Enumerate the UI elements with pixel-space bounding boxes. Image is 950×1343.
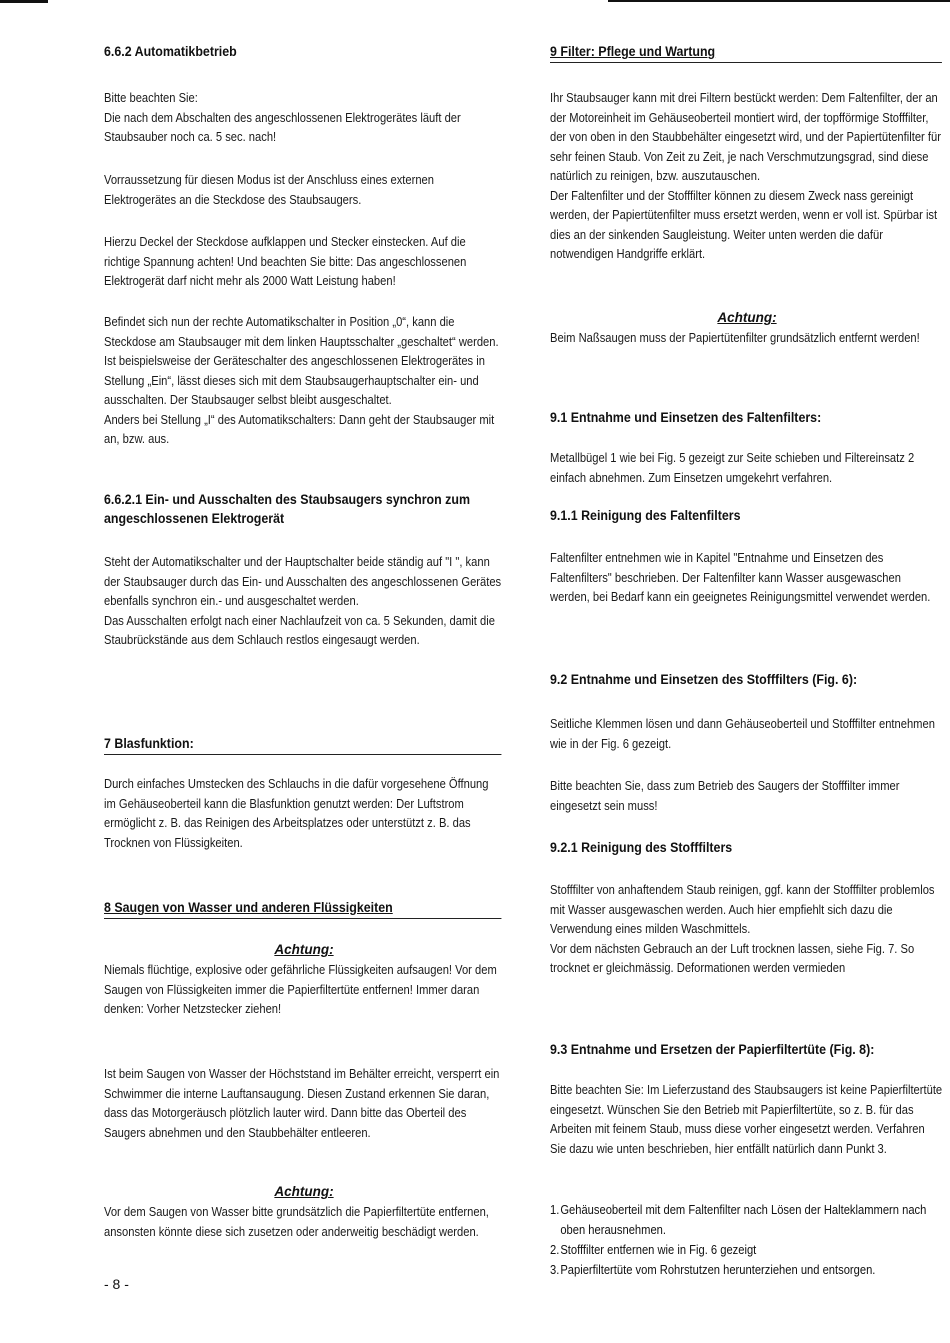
- steps-list: [550, 1200, 944, 1280]
- section-heading-7: 7 Blasfunktion:: [104, 734, 501, 755]
- section-heading-6-6-2: 6.6.2 Automatikbetrieb: [104, 44, 237, 59]
- page-number: - 8 -: [104, 1276, 129, 1292]
- paragraph: Seitliche Klemmen lösen und dann Gehäuseoberteil und Stofffilter entnehmen wie in der Fig. 6 gezeigt.: [550, 716, 935, 751]
- section-heading-8: 8 Saugen von Wasser und anderen Flüssigkeiten: [104, 898, 501, 919]
- paragraph: Hierzu Deckel der Steckdose aufklappen und Stecker einstecken. Auf die richtige Spannung achten! Und beachten Sie bitte: Das angeschlossenen Elektrogerät darf nicht mehr als 2000 Watt Leistung haben!: [104, 234, 467, 288]
- top-rule-right: [608, 0, 950, 2]
- section-heading-9: 9 Filter: Pflege und Wartung: [550, 42, 941, 63]
- list-item: 3. Papierfiltertüte vom Rohrstutzen herunterziehen und entsorgen.: [550, 1262, 876, 1277]
- paragraph: Steht der Automatikschalter und der Hauptschalter beide ständig auf "I ", kann der Staubsauger durch das Ein- und Ausschalten des angeschlossenen Gerätes ebenfalls synchron ein.- und ausgeschaltet werden. Das Ausschalten erfolgt nach einer Nachlaufzeit von ca. 5 Sekunden, damit die Staubrückstände aus dem Schlauch restlos eingesaugt werden.: [104, 554, 502, 647]
- paragraph: Durch einfaches Umstecken des Schlauchs in die dafür vorgesehene Öffnung im Gehäuseoberteil kann die Blasfunktion genutzt werden: Der Luftstrom ermöglicht z. B. das Reinigen des Arbeitsplatzes oder unterstützt z. B. das Trocknen von Flüssigkeiten.: [104, 776, 489, 850]
- section-heading-9-2-1: 9.2.1 Reinigung des Stofffilters: [550, 840, 733, 855]
- achtung-label: Achtung:: [717, 310, 777, 325]
- paragraph: Faltenfilter entnehmen wie in Kapitel "Entnahme und Einsetzen des Faltenfilters" beschrieben. Der Faltenfilter kann Wasser ausgewaschen werden, bei Bedarf kann ein geeignetes Reinigungsmittel verwendet werden.: [550, 550, 931, 604]
- paragraph: Stofffilter von anhaftendem Staub reinigen, ggf. kann der Stofffilter problemlos mit Wasser ausgewaschen werden. Auch hier empfiehlt sich dazu die Verwendung eines milden Waschmittels. Vor dem nächsten Gebrauch an der Luft trocknen lassen, siehe Fig. 7. So trocknet er gleichmässig. Deformationen werden vermieden: [550, 882, 935, 975]
- section-heading-9-2: 9.2 Entnahme und Einsetzen des Stofffilters (Fig. 6):: [550, 672, 858, 687]
- achtung-label: Achtung:: [274, 1184, 334, 1199]
- section-heading-9-3: 9.3 Entnahme und Ersetzen der Papierfiltertüte (Fig. 8):: [550, 1042, 875, 1057]
- top-rule-left: [0, 0, 48, 3]
- section-heading-9-1: 9.1 Entnahme und Einsetzen des Faltenfilters:: [550, 410, 822, 425]
- paragraph: Bitte beachten Sie: Im Lieferzustand des Staubsaugers ist keine Papierfiltertüte eingesetzt. Wünschen Sie den Betrieb mit Papierfiltertüte, so z. B. für das Arbeiten mit feinem Staub, muss diese vorher eingesetzt werden. Verfahren Sie dazu wie unten beschrieben, hier entfällt natürlich dann Punkt 3.: [550, 1082, 943, 1156]
- paragraph: Beim Naßsaugen muss der Papiertütenfilter grundsätzlich entfernt werden!: [550, 330, 920, 345]
- paragraph: Bitte beachten Sie, dass zum Betrieb des Saugers der Stofffilter immer eingesetzt sein muss!: [550, 778, 900, 813]
- paragraph: Niemals flüchtige, explosive oder gefährliche Flüssigkeiten aufsaugen! Vor dem Saugen von Flüssigkeiten immer die Papierfiltertüte entfernen! Immer daran denken: Vorher Netzstecker ziehen!: [104, 962, 497, 1016]
- paragraph: Ist beim Saugen von Wasser der Höchststand im Behälter erreicht, versperrt ein Schwimmer die interne Lauftansaugung. Diesen Zustand erkennen Sie daran, dass das Motorgeräusch plötzlich lauter wird. Dann bitte das Oberteil des Saugers abnehmen und den Staubbehälter entleeren.: [104, 1066, 500, 1140]
- section-heading-6-6-2-1: 6.6.2.1 Ein- und Ausschalten des Staubsaugers synchron zum angeschlossenen Elektrogerät: [104, 492, 471, 526]
- paragraph: Bitte beachten Sie: Die nach dem Abschalten des angeschlossenen Elektrogerätes läuft der Staubsauber noch ca. 5 sec. nach!: [104, 90, 461, 144]
- paragraph: Metallbügel 1 wie bei Fig. 5 gezeigt zur Seite schieben und Filtereinsatz 2 einfach abnehmen. Zum Einsetzen umgekehrt verfahren.: [550, 450, 915, 485]
- paragraph: Vorraussetzung für diesen Modus ist der Anschluss eines externen Elektrogerätes an die Steckdose des Staubsaugers.: [104, 172, 434, 207]
- section-heading-9-1-1: 9.1.1 Reinigung des Faltenfilters: [550, 508, 741, 523]
- list-item: 1. Gehäuseoberteil mit dem Faltenfilter nach Lösen der Halteklammern nach oben herausnehmen.: [550, 1202, 927, 1237]
- list-item: 2. Stofffilter entfernen wie in Fig. 6 gezeigt: [550, 1242, 757, 1257]
- paragraph: Befindet sich nun der rechte Automatikschalter in Position „0“, kann die Steckdose am Staubsauger mit dem linken Hauptsschalter „geschaltet“ werden. Ist beispielsweise der Geräteschalter des angeschlossenen Elektrogerätes in Stellung „Ein“, lässt dieses sich mit dem Staubsaugerhauptschalter ein- und ausschalten. Der Staubsauger selbst bleibt ausgeschaltet. Anders bei Stellung „I“ des Automatikschalters: Dann geht der Staubsauger mit an, bzw. aus.: [104, 314, 499, 446]
- paragraph: Ihr Staubsauger kann mit drei Filtern bestückt werden: Dem Faltenfilter, der an der Motoreinheit im Gehäuseoberteil montiert wird, der topfförmige Stofffilter, der von oben in den Staubbehälter eingesetzt wird, und der Papiertütenfilter für sehr feinen Staub. Von Zeit zu Zeit, je nach Verschmutzungsgrad, sind diese natürlich zu reinigen, bzw. auszutauschen. Der Faltenfilter und der Stofffilter können zu diesem Zweck nass gereinigt werden, der Papiertütenfilter muss ersetzt werden, wenn er voll ist. Spürbar ist dies an der sinkenden Saugleistung. Weiter unten werden die dafür notwendigen Handgriffe erklärt.: [550, 90, 941, 261]
- paragraph: Vor dem Saugen von Wasser bitte grundsätzlich die Papierfiltertüte entfernen, ansonsten könnte diese sich zusetzen oder anderweitig beschädigt werden.: [104, 1204, 489, 1239]
- achtung-label: Achtung:: [274, 942, 334, 957]
